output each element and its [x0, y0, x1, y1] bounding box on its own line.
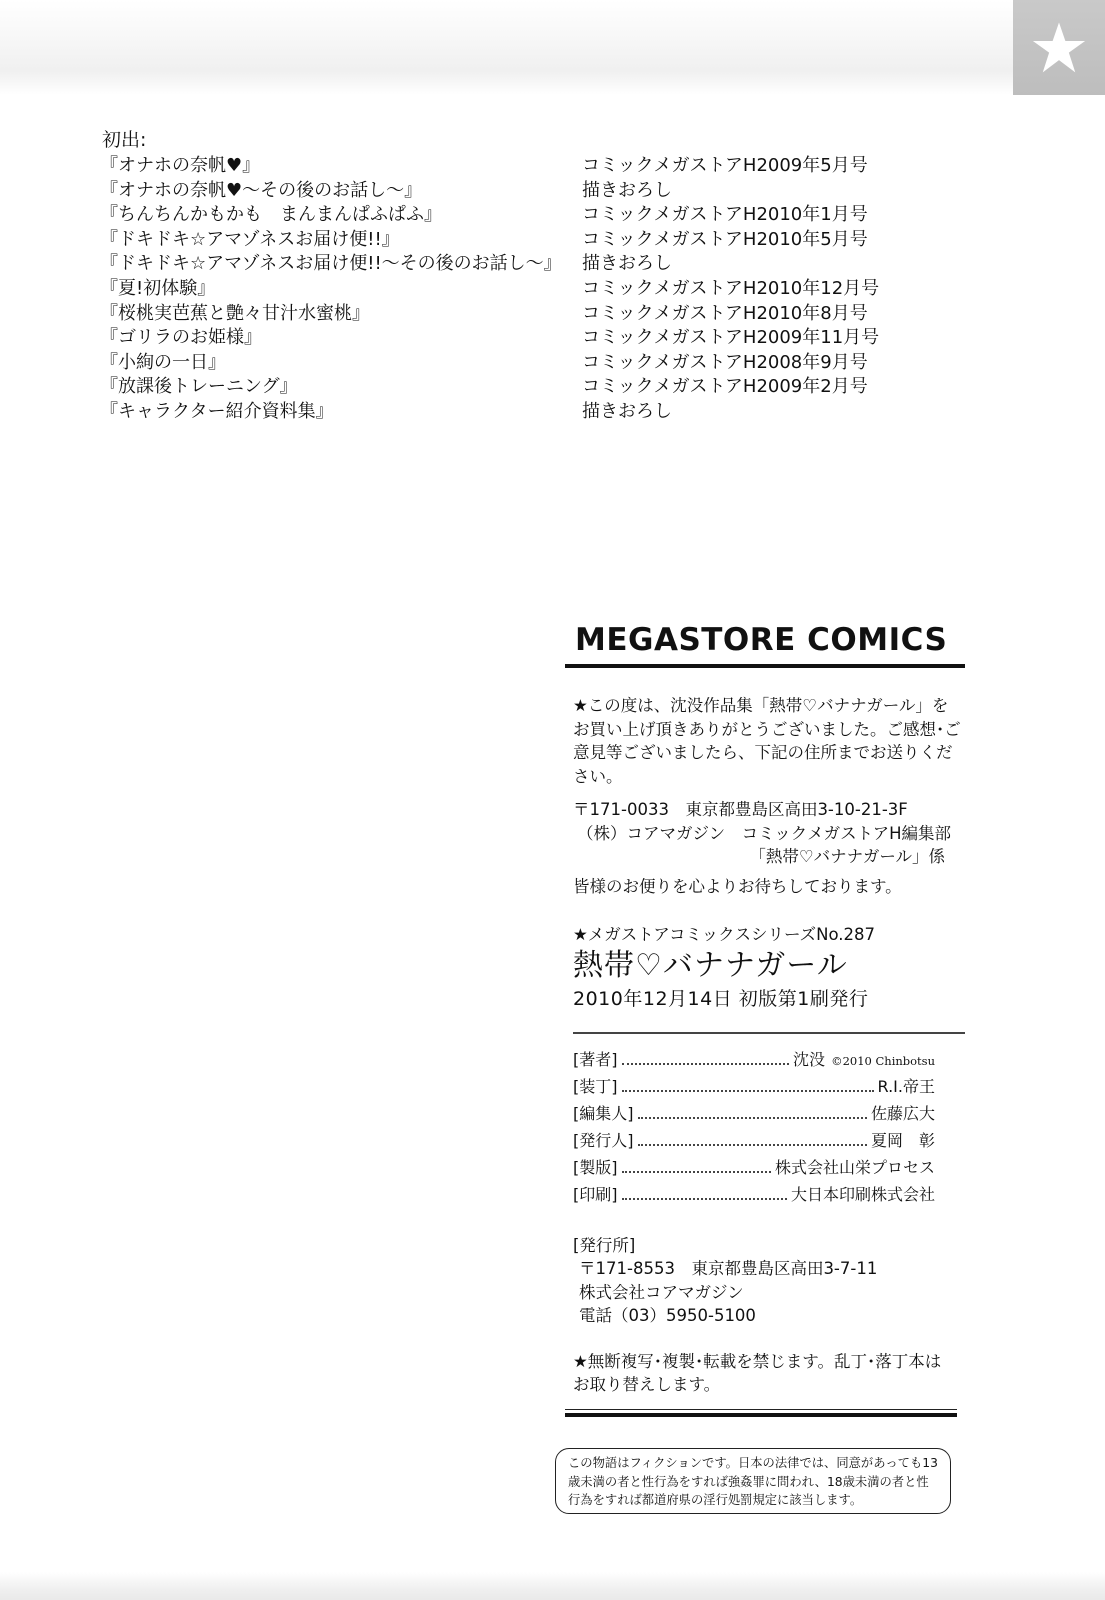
- leader-dots: [622, 1063, 790, 1065]
- book-title: 熱帯♡バナナガール: [573, 948, 848, 983]
- story-title: 『キャラクター紹介資料集』: [100, 400, 334, 422]
- thank-you-message: ★この度は、沈没作品集「熱帯♡バナナガール」をお買い上げ頂きありがとうございました。ご感想･ご意見等ございましたら、下記の住所までお送りください。: [573, 696, 961, 786]
- copyright-notice: ©2010 Chinbotsu: [831, 1053, 935, 1068]
- list-item: [100, 302, 980, 327]
- story-title: 『オナホの奈帆♥～その後のお話し～』: [100, 179, 423, 201]
- staff-credits: [573, 1046, 935, 1208]
- staff-name: 株式会社山栄プロセス: [774, 1157, 935, 1177]
- staff-row: [573, 1181, 935, 1208]
- list-item: [100, 228, 980, 253]
- list-item: [100, 252, 980, 277]
- story-title: 『放課後トレーニング』: [100, 376, 298, 398]
- top-scan-band: [0, 0, 1105, 95]
- leader-dots: [622, 1198, 787, 1200]
- publication-date: 2010年12月14日 初版第1刷発行: [573, 988, 869, 1010]
- address-line: 〒171-0033 東京都豊島区高田3-10-21-3F: [573, 800, 908, 819]
- staff-name: R.I.帝王: [877, 1076, 935, 1096]
- story-source: コミックメガストアH2009年2月号: [582, 376, 868, 398]
- story-source: コミックメガストアH2010年5月号: [582, 228, 868, 250]
- address-line: （株）コアマガジン コミックメガストアH編集部: [577, 823, 952, 843]
- story-source: コミックメガストアH2010年1月号: [582, 204, 868, 226]
- story-title: 『ゴリラのお姫様』: [100, 327, 262, 349]
- first-appearance-heading: 初出:: [102, 129, 147, 151]
- story-source: コミックメガストアH2010年12月号: [582, 277, 880, 299]
- leader-dots: [638, 1144, 867, 1146]
- publisher-address: 〒171-8553 東京都豊島区高田3-7-11: [579, 1259, 878, 1278]
- story-title: 『桜桃実芭蕉と艶々甘汁水蜜桃』: [100, 302, 370, 324]
- story-title: 『ちんちんかもかも まんまんぱふぱふ』: [100, 204, 442, 226]
- staff-row: [573, 1127, 935, 1154]
- closing-message: 皆様のお便りを心よりお待ちしております。: [573, 876, 902, 896]
- list-item: [100, 400, 980, 425]
- staff-row: [573, 1100, 935, 1127]
- list-item: [100, 203, 980, 228]
- staff-name: 佐藤広大: [870, 1103, 935, 1123]
- staff-row: [573, 1073, 935, 1100]
- story-source: コミックメガストアH2010年8月号: [582, 302, 868, 324]
- staff-role: [装丁]: [573, 1076, 618, 1096]
- leader-dots: [622, 1171, 771, 1173]
- first-appearance-list: [100, 128, 980, 425]
- double-divider: [565, 1409, 957, 1418]
- story-source: コミックメガストアH2009年5月号: [582, 155, 868, 176]
- staff-name: 大日本印刷株式会社: [790, 1184, 935, 1204]
- leader-dots: [638, 1117, 867, 1119]
- list-item: [100, 154, 980, 179]
- story-title: 『小絢の一日』: [100, 351, 226, 373]
- story-source: 描きおろし: [582, 179, 672, 201]
- story-source: コミックメガストアH2009年11月号: [582, 327, 880, 349]
- story-source: コミックメガストアH2008年9月号: [582, 351, 868, 373]
- list-item: [100, 375, 980, 400]
- list-item: [100, 277, 980, 302]
- story-title: 『オナホの奈帆♥』: [100, 155, 261, 176]
- corner-tab: [1013, 0, 1105, 95]
- story-source: 描きおろし: [582, 253, 672, 275]
- story-title: 『ドキドキ☆アマゾネスお届け便!!～その後のお話し～』: [100, 253, 562, 275]
- list-item: [100, 326, 980, 351]
- staff-name: 夏岡 彰: [870, 1130, 935, 1150]
- divider: [573, 1032, 965, 1034]
- bottom-scan-band: [0, 1572, 1105, 1600]
- colophon: [565, 620, 975, 1417]
- series-number: ★メガストアコミックスシリーズNo.287: [573, 925, 876, 944]
- list-item: [100, 179, 980, 204]
- story-title: 『夏!初体験』: [100, 277, 216, 299]
- story-source: 描きおろし: [582, 400, 672, 422]
- staff-row: [573, 1154, 935, 1181]
- brand-logo: MEGASTORE COMICS: [575, 622, 948, 658]
- fiction-disclaimer: この物語はフィクションです。日本の法律では、同意があっても13歳未満の者と性行為をすれば強姦罪に問われ、18歳未満の者と性行為をすれば都道府県の淫行処罰規定に該当します。: [555, 1448, 951, 1514]
- list-item: [100, 351, 980, 376]
- staff-name: 沈没: [793, 1049, 826, 1069]
- leader-dots: [622, 1090, 874, 1092]
- staff-role: [著者]: [573, 1049, 618, 1069]
- copyright-notice-text: ★無断複写･複製･転載を禁じます。乱丁･落丁本はお取り替えします。: [573, 1351, 942, 1394]
- staff-role: [編集人]: [573, 1103, 634, 1123]
- mailing-address: [573, 798, 975, 869]
- staff-row: [573, 1046, 935, 1073]
- address-line: 「熱帯♡バナナガール」係: [749, 847, 945, 866]
- story-title: 『ドキドキ☆アマゾネスお届け便!!』: [100, 228, 400, 250]
- publisher-phone: 電話（03）5950-5100: [579, 1306, 756, 1325]
- star-icon: [1030, 19, 1088, 77]
- staff-role: [発行人]: [573, 1130, 634, 1150]
- publisher-name: 株式会社コアマガジン: [579, 1282, 744, 1302]
- staff-role: [製版]: [573, 1157, 618, 1177]
- brand-divider: [565, 664, 965, 668]
- publisher-label: [発行所]: [573, 1235, 636, 1255]
- publisher-info: [573, 1234, 975, 1328]
- staff-role: [印刷]: [573, 1184, 618, 1204]
